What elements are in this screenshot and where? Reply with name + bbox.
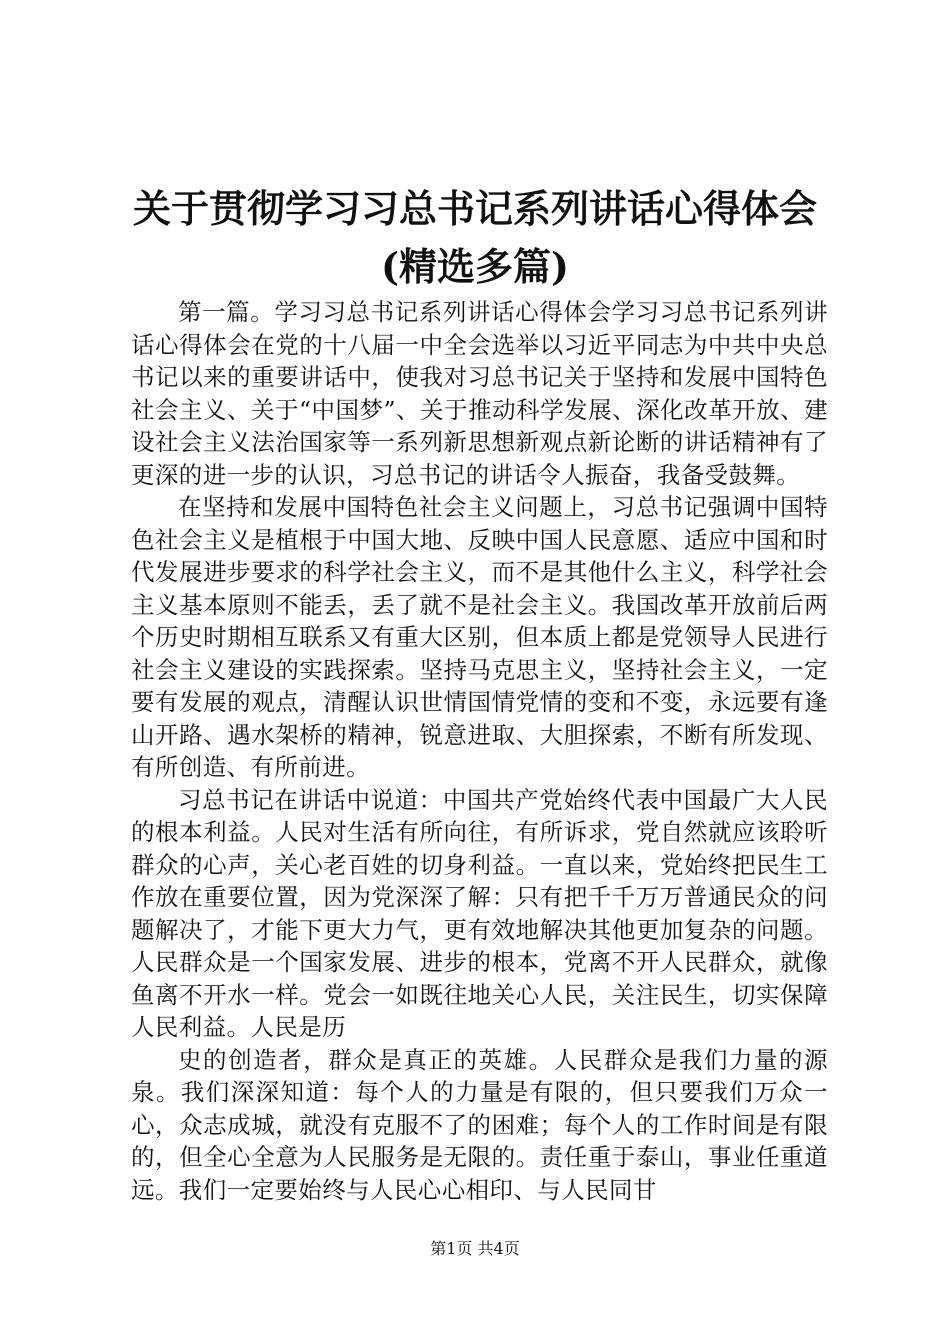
document-body <box>131 296 828 1206</box>
paragraph-1: 第一篇。学习习总书记系列讲话心得体会学习习总书记系列讲话心得体会在党的十八届一中全会选举以习近平同志为中共中央总书记以来的重要讲话中，使我对习总书记关于坚持和发展中国特色社会主义、关于“中国梦”、关于推动科学发展、深化改革开放、建设社会主义法治国家等一系列新思想新观点新论断的讲话精神有了更深的进一步的认识，习总书记的讲话令人振奋，我备受鼓舞。 <box>131 298 828 489</box>
document-title: 关于贯彻学习习总书记系列讲话心得体会(精选多篇) <box>132 186 817 289</box>
paragraph-4: 史的创造者，群众是真正的英雄。人民群众是我们力量的源泉。我们深深知道：每个人的力量是有限的，但只要我们万众一心，众志成城，就没有克服不了的困难；每个人的工作时间是有限的，但全心全意为人民服务是无限的。责任重于泰山，事业任重道远。我们一定要始终与人民心心相印、与人民同甘 <box>131 1045 828 1204</box>
paragraph-2: 在坚持和发展中国特色社会主义问题上，习总书记强调中国特色社会主义是植根于中国大地、反映中国人民意愿、适应中国和时代发展进步要求的科学社会主义，而不是其他什么主义，科学社会主义基本原则不能丢，丢了就不是社会主义。我国改革开放前后两个历史时期相互联系又有重大区别，但本质上都是党领导人民进行社会主义建设的实践探索。坚持马克思主义，坚持社会主义，一定要有发展的观点，清醒认识世情国情党情的变和不变，永远要有逢山开路、遇水架桥的精神，锐意进取、大胆探索，不断有所发现、有所创造、有所前进。 <box>131 493 828 781</box>
page-footer: 第1页 共4页 <box>430 1239 520 1258</box>
paragraph-3: 习总书记在讲话中说道：中国共产党始终代表中国最广大人民的根本利益。人民对生活有所向往，有所诉求，党自然就应该聆听群众的心声，关心老百姓的切身利益。一直以来，党始终把民生工作放在重要位置，因为党深深了解：只有把千千万万普通民众的问题解决了，才能下更大力气，更有效地解决其他更加复杂的问题。人民群众是一个国家发展、进步的根本，党离不开人民群众，就像鱼离不开水一样。党会一如既往地关心人民，关注民生，切实保障人民利益。人民是历 <box>131 785 828 1041</box>
